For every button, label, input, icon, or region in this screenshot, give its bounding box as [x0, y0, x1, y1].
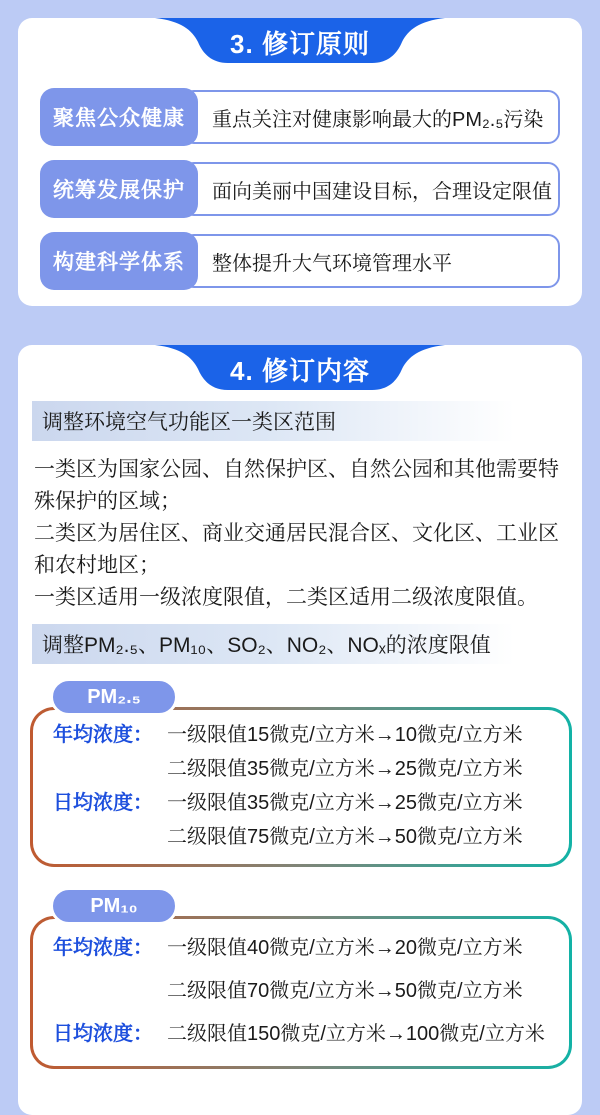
daily-average-lines	[167, 786, 523, 854]
annual-average-group	[53, 718, 561, 786]
section-4-title: 4. 修订内容	[230, 356, 370, 386]
principle-row	[40, 232, 560, 290]
annual-average-lines	[167, 718, 523, 786]
pm10-tab: PM₁₀	[50, 887, 178, 925]
daily-average-group	[53, 786, 561, 854]
annual-average-label: 年均浓度：	[53, 724, 153, 746]
annual-average-lines	[167, 927, 523, 1013]
section-revision-principles	[18, 18, 582, 306]
daily-average-group	[53, 1013, 561, 1056]
pm10-limits-box	[30, 916, 572, 1069]
revision-content-body	[18, 345, 582, 1069]
principle-description: 整体提升大气环境管理水平	[182, 234, 560, 288]
subheading-concentration-limits: 调整PM₂.₅、PM₁₀、SO₂、NO₂、NOₓ的浓度限值	[32, 624, 568, 664]
annual-average-label: 年均浓度：	[53, 937, 153, 959]
section-3-banner	[155, 18, 445, 65]
principle-label: 构建科学体系	[40, 232, 198, 290]
limit-line: 一级限值40微克/立方米→20微克/立方米	[167, 937, 523, 959]
section-4-banner	[155, 345, 445, 392]
limit-line: 二级限值150微克/立方米→100微克/立方米	[167, 1023, 545, 1045]
principle-description: 重点关注对健康影响最大的PM₂.₅污染	[182, 90, 560, 144]
subheading-functional-zones: 调整环境空气功能区一类区范围	[32, 401, 568, 441]
infographic-page	[0, 18, 600, 1115]
pm25-tab: PM₂.₅	[50, 678, 178, 716]
limit-line: 二级限值75微克/立方米→50微克/立方米	[167, 826, 523, 848]
principle-label: 统筹发展保护	[40, 160, 198, 218]
section-revision-content	[18, 345, 582, 1115]
paragraph-line: 二类区为居住区、商业交通居民混合区、文化区、工业区和农村地区；	[34, 522, 559, 577]
pm25-limits-block	[30, 678, 572, 867]
pm25-limits-box	[30, 707, 572, 867]
principle-label: 聚焦公众健康	[40, 88, 198, 146]
limit-line: 二级限值70微克/立方米→50微克/立方米	[167, 980, 523, 1002]
section-3-title: 3. 修订原则	[230, 29, 370, 59]
principle-row	[40, 160, 560, 218]
daily-average-label: 日均浓度：	[53, 792, 153, 814]
annual-average-group	[53, 927, 561, 1013]
functional-zones-paragraph	[34, 454, 568, 614]
limit-line: 一级限值15微克/立方米→10微克/立方米	[167, 724, 523, 746]
daily-average-lines	[167, 1013, 545, 1056]
pm10-limits-block	[30, 887, 572, 1069]
daily-average-label: 日均浓度：	[53, 1023, 153, 1045]
paragraph-line: 一类区适用一级浓度限值，二类区适用二级浓度限值。	[34, 586, 538, 609]
paragraph-line: 一类区为国家公园、自然保护区、自然公园和其他需要特殊保护的区域；	[34, 458, 559, 513]
limit-line: 一级限值35微克/立方米→25微克/立方米	[167, 792, 523, 814]
principle-row	[40, 88, 560, 146]
principle-description: 面向美丽中国建设目标，合理设定限值	[182, 162, 560, 216]
limit-line: 二级限值35微克/立方米→25微克/立方米	[167, 758, 523, 780]
